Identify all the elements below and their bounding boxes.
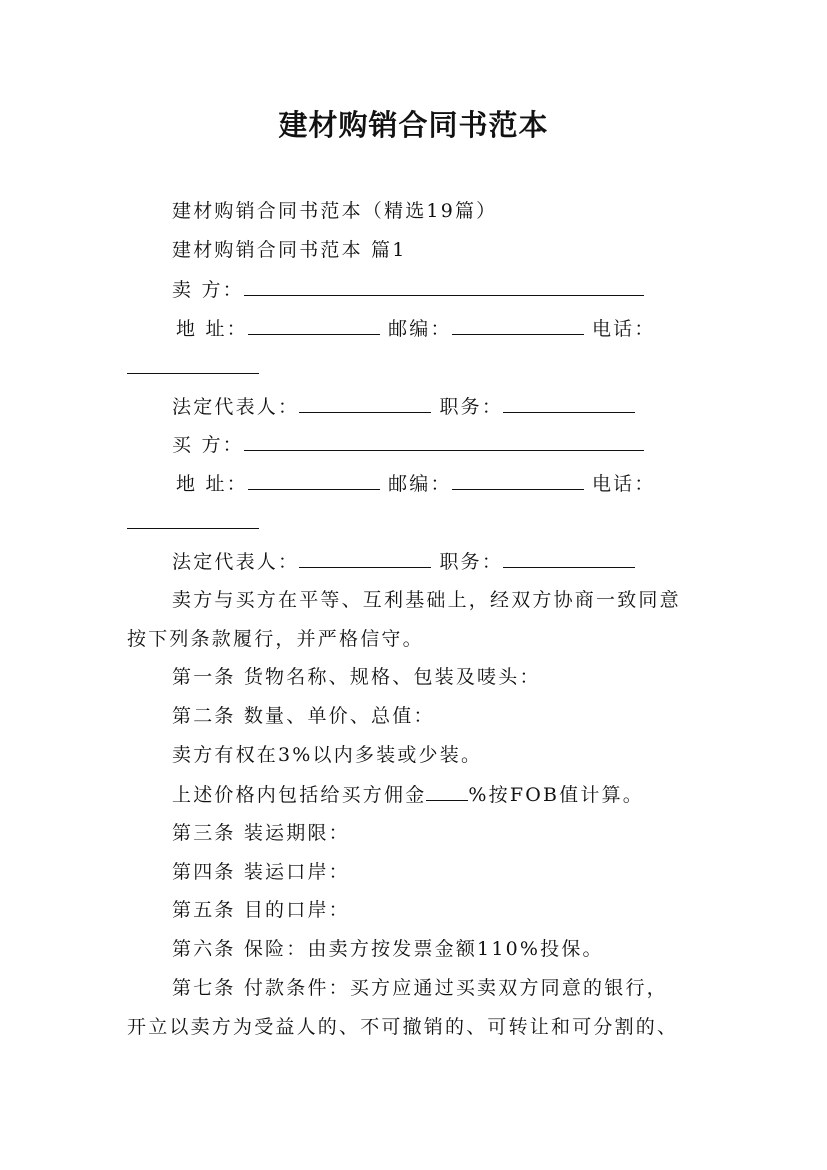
article-6: 第六条 保险：由卖方按发票金额110%投保。 (172, 938, 604, 960)
seller-title-blank (503, 394, 635, 413)
article-1: 第一条 货物名称、规格、包装及唛头： (172, 666, 541, 688)
article-3: 第三条 装运期限： (172, 822, 350, 844)
chapter-heading: 建材购销合同书范本 篇1 (172, 239, 407, 261)
buyer-address-line (176, 471, 656, 496)
buyer-address-label: 地 址： (176, 473, 248, 495)
article-2: 第二条 数量、单价、总值： (172, 705, 435, 727)
seller-address-blank (248, 316, 380, 335)
article-7-line-2: 开立以卖方为受益人的、不可撤销的、可转让和可分割的、 (127, 1016, 679, 1038)
buyer-tel-continuation (127, 510, 259, 535)
article-2-note: 卖方有权在3%以内多装或少装。 (172, 744, 483, 766)
buyer-zip-label: 邮编： (388, 473, 452, 495)
seller-rep-label: 法定代表人： (172, 396, 300, 418)
buyer-rep-label: 法定代表人： (172, 551, 300, 573)
seller-zip-blank (452, 316, 584, 335)
buyer-rep-blank (299, 549, 431, 568)
article-2-price-line (172, 782, 644, 807)
buyer-rep-line (172, 549, 635, 574)
buyer-title-blank (503, 549, 635, 568)
seller-address-label: 地 址： (176, 318, 248, 340)
seller-zip-label: 邮编： (388, 318, 452, 340)
article-7-line-1: 第七条 付款条件：买方应通过买卖双方同意的银行， (172, 977, 668, 999)
seller-line (172, 277, 644, 302)
buyer-title-label: 职务： (439, 551, 504, 573)
seller-title-label: 职务： (439, 396, 504, 418)
intro-paragraph-line-2: 按下列条款履行，并严格信守。 (127, 628, 424, 650)
seller-rep-blank (299, 394, 431, 413)
commission-text-end: %按FOB值计算。 (468, 784, 644, 806)
seller-blank (244, 277, 644, 296)
intro-paragraph-line-1: 卖方与买方在平等、互利基础上，经双方协商一致同意 (172, 589, 681, 611)
article-4: 第四条 装运口岸： (172, 861, 350, 883)
buyer-line (172, 432, 644, 457)
seller-address-line (176, 316, 656, 341)
seller-tel-label: 电话： (591, 318, 656, 340)
buyer-address-blank (248, 471, 380, 490)
buyer-label: 买 方： (172, 434, 244, 456)
buyer-zip-blank (452, 471, 584, 490)
seller-tel-continuation (127, 355, 259, 380)
seller-label: 卖 方： (172, 279, 244, 301)
buyer-tel-label: 电话： (591, 473, 656, 495)
buyer-blank (244, 432, 644, 451)
buyer-tel-blank (127, 510, 259, 529)
subtitle: 建材购销合同书范本（精选19篇） (172, 200, 498, 222)
commission-text: 上述价格内包括给买方佣金 (172, 784, 427, 806)
seller-tel-blank (127, 355, 259, 374)
commission-blank (426, 782, 468, 801)
article-5: 第五条 目的口岸： (172, 899, 350, 921)
document-title: 建材购销合同书范本 (278, 108, 549, 142)
seller-rep-line (172, 394, 635, 419)
